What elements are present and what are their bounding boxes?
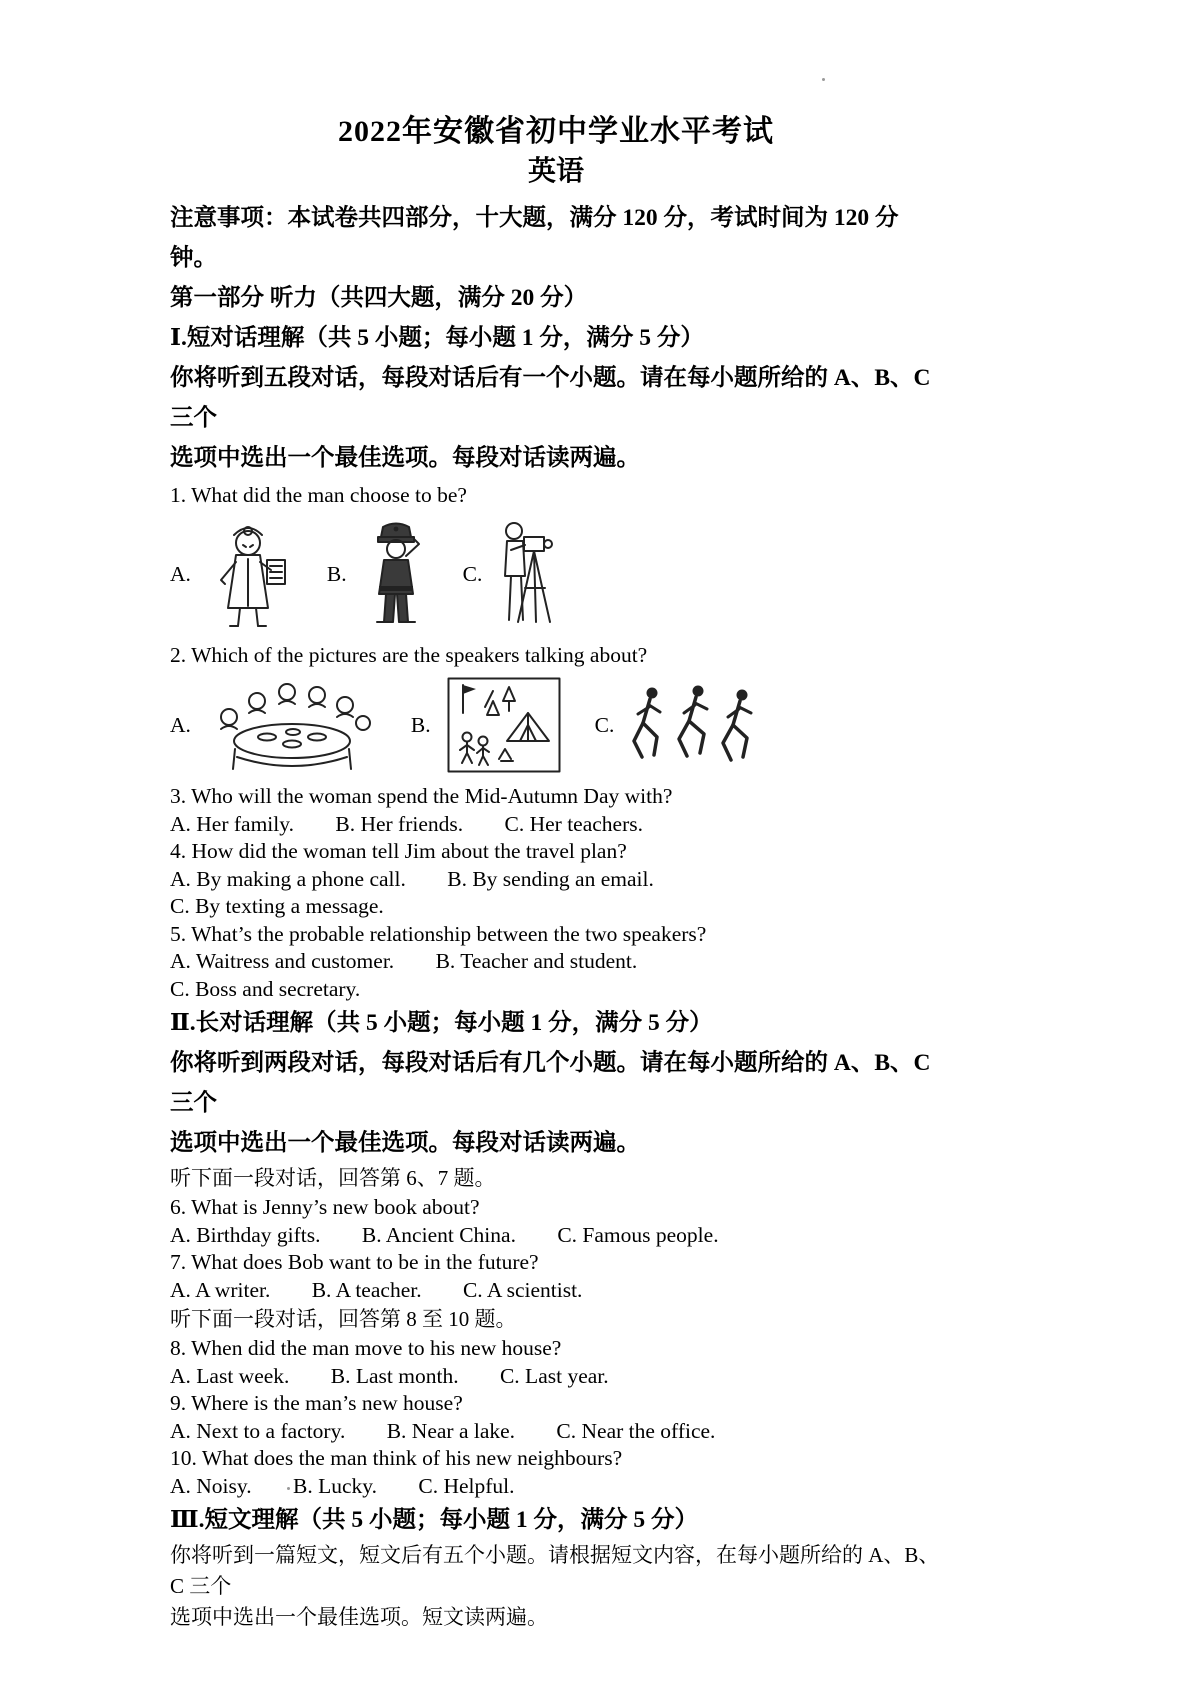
q5-option-b: B. Teacher and student. — [435, 949, 638, 973]
q1-option-c-label: C. — [462, 562, 483, 586]
q1-option-b-label: B. — [326, 562, 347, 586]
question-10-options — [170, 1473, 942, 1501]
q6-option-a: A. Birthday gifts. — [170, 1222, 321, 1247]
q2-option-c — [595, 677, 765, 773]
question-3-options — [170, 811, 942, 839]
question-7-options — [170, 1277, 942, 1305]
q4-option-b: B. By sending an email. — [447, 866, 654, 891]
q1-option-b — [327, 518, 429, 632]
question-10-text: 10. What does the man think of his new neighbours? — [170, 1446, 623, 1470]
q10-option-b: B. Lucky. — [293, 1473, 377, 1498]
q4-option-a: A. By making a phone call. — [170, 866, 406, 891]
q7-option-b: B. A teacher. — [311, 1277, 422, 1302]
part1-heading: 第一部分 听力（共四大题，满分 20 分） — [170, 285, 588, 311]
exam-title: 2022年安徽省初中学业水平考试 — [338, 115, 774, 148]
q5-option-a: A. Waitress and customer. — [170, 949, 395, 973]
q8-option-c: C. Last year. — [499, 1363, 609, 1388]
q2-option-b-label: B. — [410, 712, 431, 737]
question-8-text: 8. When did the man move to his new house? — [170, 1336, 562, 1360]
q9-option-a: A. Next to a factory. — [170, 1418, 346, 1443]
camping-illustration — [447, 677, 561, 773]
question-5-options-line1 — [170, 948, 942, 976]
question-6-options — [170, 1222, 942, 1250]
q4-option-c: C. By texting a message. — [170, 894, 384, 918]
q8-option-b: B. Last month. — [330, 1363, 459, 1388]
section2-passage2-note: 听下面一段对话，回答第 8 至 10 题。 — [170, 1307, 517, 1331]
question-4-options-line1 — [170, 866, 942, 894]
question-9-options — [170, 1418, 942, 1446]
q1-option-a-label: A. — [170, 562, 191, 586]
q9-option-b: B. Near a lake. — [386, 1418, 516, 1443]
question-7-text: 7. What does Bob want to be in the future? — [170, 1250, 539, 1274]
question-8-options — [170, 1363, 942, 1391]
q5-option-c: C. Boss and secretary. — [170, 976, 361, 1001]
section2-passage1-note: 听下面一段对话，回答第 6、7 题。 — [170, 1166, 496, 1190]
section1-instructions-line1: 你将听到五段对话，每段对话后有一个小题。请在每小题所给的 A、B、C 三个 — [170, 365, 931, 431]
q2-option-a — [170, 677, 377, 773]
question-6-text: 6. What is Jenny’s new book about? — [170, 1195, 480, 1219]
question-9-text: 9. Where is the man’s new house? — [170, 1391, 463, 1415]
exam-subject: 英语 — [527, 156, 584, 187]
q10-option-a: A. Noisy. — [170, 1473, 252, 1498]
scan-speck — [822, 78, 825, 81]
policeman-illustration — [363, 518, 429, 632]
section1-heading: Ⅰ.短对话理解（共 5 小题；每小题 1 分，满分 5 分） — [170, 325, 704, 351]
q3-option-c: C. Her teachers. — [504, 811, 644, 836]
q7-option-a: A. A writer. — [170, 1277, 271, 1302]
question-1-text: 1. What did the man choose to be? — [170, 483, 467, 507]
doctor-illustration — [207, 518, 293, 632]
q10-option-c: C. Helpful. — [418, 1473, 515, 1498]
question-1-images — [170, 518, 942, 632]
section3-heading: Ⅲ.短文理解（共 5 小题；每小题 1 分，满分 5 分） — [170, 1507, 698, 1533]
q2-option-b — [411, 677, 561, 773]
section1-instructions-line2: 选项中选出一个最佳选项。每段对话读两遍。 — [170, 445, 640, 471]
q1-option-c — [463, 518, 559, 632]
q7-option-c: C. A scientist. — [462, 1277, 583, 1302]
section2-instructions-line1: 你将听到两段对话，每段对话后有几个小题。请在每小题所给的 A、B、C 三个 — [170, 1050, 931, 1116]
section3-instructions-line2: 选项中选出一个最佳选项。短文读两遍。 — [170, 1605, 548, 1629]
notice-line: 注意事项：本试卷共四部分，十大题，满分 120 分，考试时间为 120 分钟。 — [170, 205, 899, 271]
q3-option-b: B. Her friends. — [335, 811, 464, 836]
question-5-text: 5. What’s the probable relationship between the two speakers? — [170, 921, 707, 946]
question-2-text: 2. Which of the pictures are the speakers talking about? — [170, 642, 648, 667]
section2-heading: Ⅱ.长对话理解（共 5 小题；每小题 1 分，满分 5 分） — [170, 1010, 713, 1036]
q6-option-b: B. Ancient China. — [361, 1222, 516, 1247]
question-5-options-line2 — [170, 976, 942, 1004]
photographer-illustration — [498, 518, 558, 632]
q8-option-a: A. Last week. — [170, 1363, 290, 1388]
q9-option-c: C. Near the office. — [556, 1418, 716, 1443]
section3-instructions-line1: 你将听到一篇短文，短文后有五个小题。请根据短文内容，在每小题所给的 A、B、C 三个 — [170, 1543, 940, 1598]
q2-option-a-label: A. — [170, 712, 191, 737]
running-illustration — [630, 677, 764, 773]
family-dinner-illustration — [207, 677, 377, 773]
scan-speck — [287, 1487, 290, 1490]
question-2-images — [170, 677, 942, 773]
question-3-text: 3. Who will the woman spend the Mid-Autumn Day with? — [170, 784, 673, 808]
question-4-text: 4. How did the woman tell Jim about the travel plan? — [170, 839, 627, 863]
q2-option-c-label: C. — [594, 712, 615, 737]
question-4-options-line2 — [170, 893, 942, 921]
q3-option-a: A. Her family. — [170, 811, 294, 836]
q1-option-a — [170, 518, 293, 632]
q6-option-c: C. Famous people. — [557, 1222, 719, 1247]
section2-instructions-line2: 选项中选出一个最佳选项。每段对话读两遍。 — [170, 1130, 640, 1156]
